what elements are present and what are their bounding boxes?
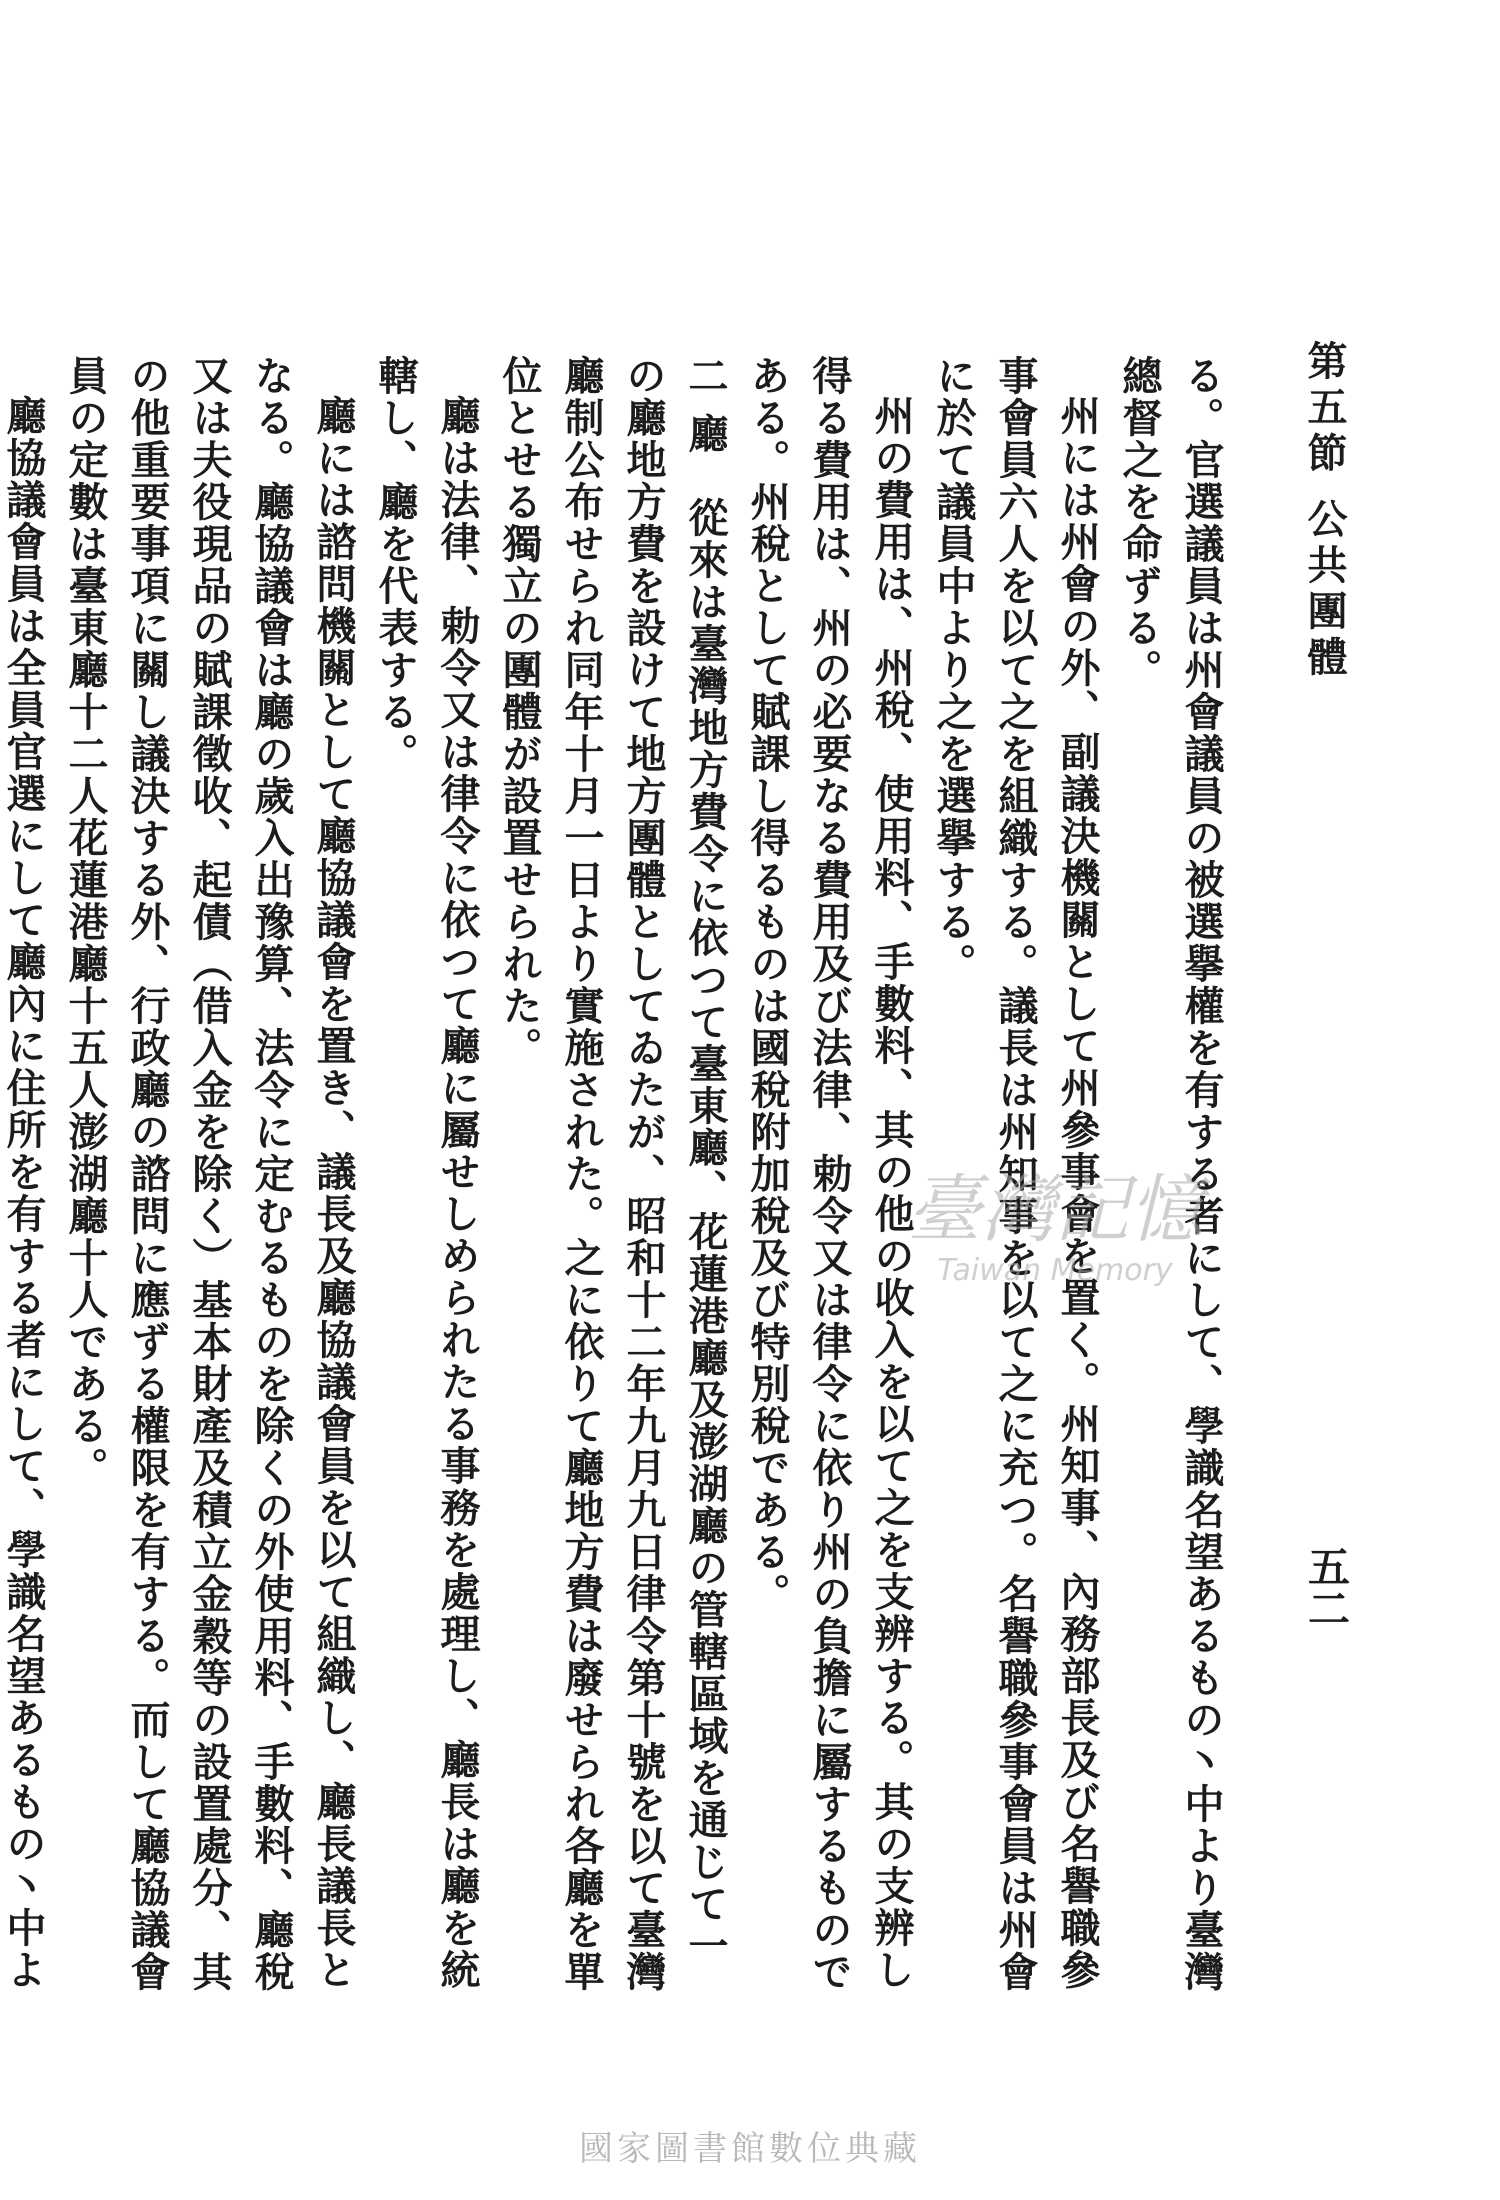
page-number: 五二 <box>1302 1545 1351 1629</box>
paragraph: る。官選議員は州會議員の被選擧權を有する者にして、學識名望あるもの丶中より臺灣總督之を命ずる。 <box>1116 355 1225 1993</box>
paragraph: 廳は法律、勅令又は律令に依つて廳に屬せしめられたる事務を處理し、廳長は廳を統轄し、廳を代表する。 <box>372 355 481 1991</box>
paragraph-with-heading <box>488 355 736 1995</box>
watermark-logo-icon <box>900 1150 1210 1300</box>
watermark-english: Taiwan Memory <box>937 1253 1173 1288</box>
library-footer: 國家圖書館數位典藏 <box>579 2129 921 2169</box>
paragraph: 廳協議會員は全員官選にして廳內に住所を有する者にして、學識名望あるもの丶中よ <box>0 395 47 1991</box>
paragraph: 廳には諮問機關として廳協議會を置き、議長及廳協議會員を以て組織し、廳長議長となる。廳協議會は廳の歲入出豫算、法令に定むるものを除くの外使用料、手數料、廳稅又は夫役現品の賦課徵收、起債（借入金を除く）基本財產及積立金穀等の設置處分、其の他重要事項に關し議決する外、行政廳の諮問に應ずる權限を有する。而して廳協議會員の定數は臺東廳十二人花蓮港廳十五人澎湖廳十人である。 <box>62 355 357 1993</box>
paragraph: 州の費用は、州稅、使用料、手數料、其の他の收入を以て之を支辨する。其の支辨し得る費用は、州の必要なる費用及び法律、勅令又は律令に依り州の負擔に屬するものである。州稅として賦課し得るものは國稅附加稅及び特別稅である。 <box>744 355 915 1993</box>
taiwan-memory-watermark <box>900 1150 1210 1300</box>
running-header-section-title: 第五節 公共團體 <box>1301 340 1348 682</box>
paragraph-text: 從來は臺灣地方費令に依つて臺東廳、花蓮港廳及澎湖廳の管轄區域を通じて一の廳地方費を設けて地方團體としてゐたが、昭和十二年九月九日律令第十號を以て臺灣廳制公布せられ同年十月一日より實施された。之に依りて廳地方費は廢せられ各廳を單位とせる獨立の團體が設置せられた。 <box>496 355 729 1993</box>
watermark-chinese: 臺灣記憶 <box>907 1167 1203 1253</box>
section-heading: 二 廳 <box>682 355 729 455</box>
paragraph: 州には州會の外、副議決機關として州參事會を置く。州知事、內務部長及び名譽職參事會員六人を以て之を組織する。議長は州知事を以て之に充つ。名譽職參事會員は州會に於て議員中より之を選擧する。 <box>930 355 1101 1993</box>
